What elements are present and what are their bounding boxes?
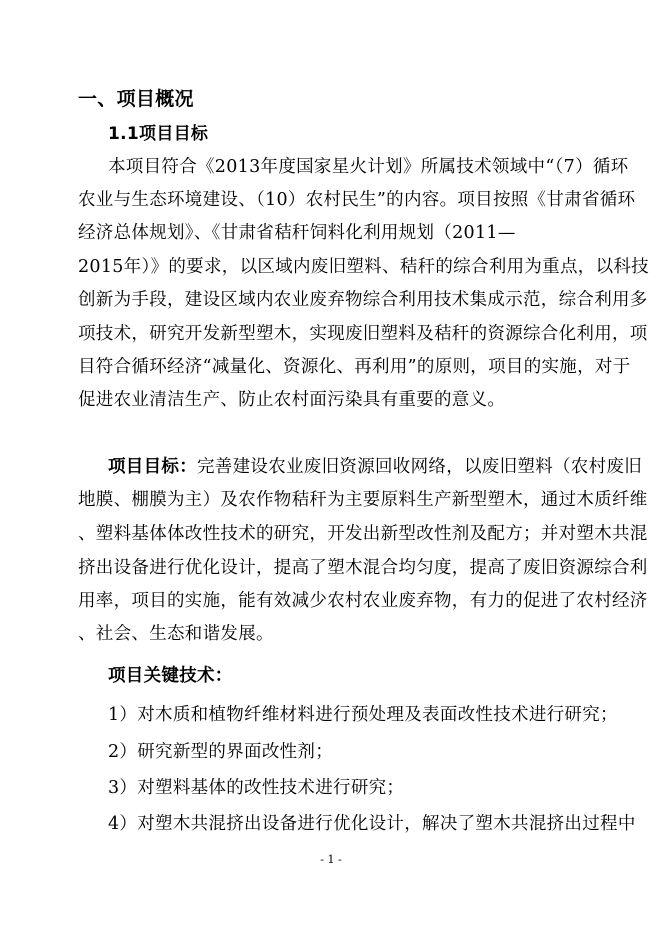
text-line: 创新为手段，建设区域内农业废弃物综合利用技术集成示范，综合利用多 bbox=[78, 290, 648, 310]
section-heading: 一、项目概况 bbox=[78, 88, 194, 110]
text-line bbox=[108, 455, 642, 479]
goal-label: 项目目标： bbox=[108, 457, 197, 477]
text-line: 、社会、生态和谐发展。 bbox=[78, 624, 274, 644]
text-line: 用率，项目的实施，能有效减少农村农业废弃物，有力的促进了农村经济 bbox=[78, 591, 648, 611]
list-item: 4）对塑木共混挤出设备进行优化设计，解决了塑木共混挤出过程中 bbox=[108, 814, 636, 834]
text-line: 、塑料基体体改性技术的研究，开发出新型改性剂及配方；并对塑木共混 bbox=[78, 524, 648, 544]
text-line: 挤出设备进行优化设计，提高了塑木混合均匀度，提高了废旧资源综合利 bbox=[78, 558, 648, 578]
list-item: 2）研究新型的界面改性剂； bbox=[108, 742, 334, 762]
text-line: 促进农业清洁生产、防止农村面污染具有重要的意义。 bbox=[78, 390, 506, 410]
goal-text: 完善建设农业废旧资源回收网络，以废旧塑料（农村废旧 bbox=[197, 457, 642, 477]
text-line: 地膜、棚膜为主）及农作物秸秆为主要原料生产新型塑木，通过木质纤维 bbox=[78, 490, 648, 510]
text-line: 本项目符合《2013年度国家星火计划》所属技术领域中“（7）循环 bbox=[108, 157, 629, 177]
key-tech-heading: 项目关键技术： bbox=[108, 666, 233, 686]
list-item: 3）对塑料基体的改性技术进行研究； bbox=[108, 778, 405, 798]
text-line: 农业与生态环境建设、（10）农村民生”的内容。项目按照《甘肃省循环 bbox=[78, 190, 636, 210]
text-line: 目符合循环经济“减量化、资源化、再利用”的原则，项目的实施，对于 bbox=[78, 357, 631, 377]
text-line: 经济总体规划》、《甘肃省秸秆饲料化利用规划（2011— bbox=[78, 223, 516, 243]
text-line: 项技术，研究开发新型塑木，实现废旧塑料及秸秆的资源综合化利用，项 bbox=[78, 324, 648, 344]
subsection-heading: 1.1项目目标 bbox=[108, 124, 209, 144]
page-number: - 1 - bbox=[320, 853, 342, 866]
text-line: 2015年）》的要求，以区域内废旧塑料、秸秆的综合利用为重点，以科技 bbox=[78, 257, 649, 277]
list-item: 1）对木质和植物纤维材料进行预处理及表面改性技术进行研究； bbox=[108, 705, 618, 725]
